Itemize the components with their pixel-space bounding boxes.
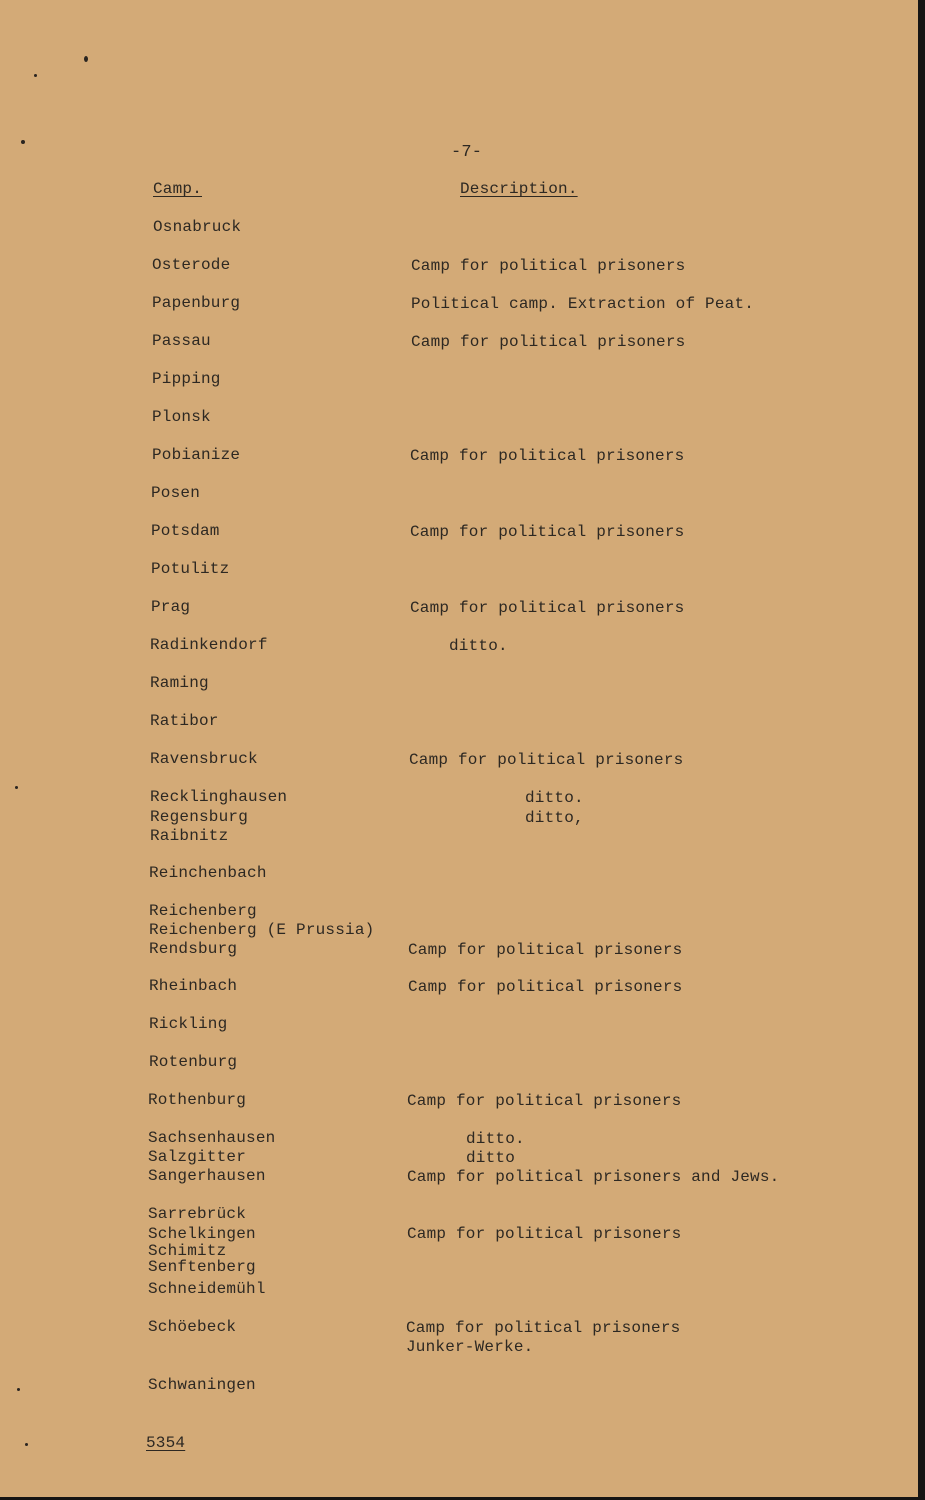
camp-description: Camp for political prisoners [410, 523, 685, 541]
camp-name: Prag [151, 598, 191, 616]
camp-description: ditto. [525, 789, 584, 807]
camp-description: ditto. [466, 1130, 525, 1148]
page-number: -7- [451, 143, 483, 162]
camp-name: Senftenberg [148, 1258, 256, 1276]
camp-name: Rotenburg [149, 1053, 238, 1071]
camp-description: Camp for political prisoners [407, 1092, 682, 1110]
camp-name: Ratibor [150, 712, 219, 730]
margin-speck [21, 140, 25, 144]
camp-description: Camp for political prisoners [411, 333, 686, 351]
margin-speck [25, 1443, 28, 1446]
camp-column-header: Camp. [153, 180, 203, 198]
camp-name: Raming [150, 674, 209, 692]
camp-name: Schimitz [148, 1242, 227, 1260]
document-code: 5354 [146, 1434, 186, 1452]
camp-description: Camp for political prisoners [409, 751, 684, 769]
margin-speck [84, 56, 88, 62]
camp-name: Schneidemühl [148, 1280, 266, 1298]
camp-name: Sachsenhausen [148, 1129, 276, 1147]
camp-name: Rothenburg [148, 1091, 247, 1109]
camp-name: Posen [151, 484, 201, 502]
scan-edge [918, 0, 925, 1500]
camp-name: Regensburg [150, 808, 249, 826]
camp-name: Sangerhausen [148, 1167, 266, 1185]
camp-description: Camp for political prisoners [408, 941, 683, 959]
camp-description: Political camp. Extraction of Peat. [411, 295, 755, 313]
camp-name: Reinchenbach [149, 864, 267, 882]
camp-description: Camp for political prisoners [411, 257, 686, 275]
camp-name: Schelkingen [148, 1225, 256, 1243]
camp-description: Camp for political prisoners [407, 1225, 682, 1243]
camp-name: Rickling [149, 1015, 228, 1033]
camp-description: Camp for political prisoners [410, 447, 685, 465]
camp-description: Camp for political prisoners [408, 978, 683, 996]
camp-name: Sarrebrück [148, 1205, 247, 1223]
camp-name: Potulitz [151, 560, 230, 578]
camp-description: Camp for political prisoners and Jews. [407, 1168, 780, 1186]
camp-name: Rendsburg [149, 940, 238, 958]
camp-name: Radinkendorf [150, 636, 268, 654]
camp-name: Papenburg [152, 294, 241, 312]
camp-name: Osterode [152, 256, 231, 274]
camp-name: Plonsk [152, 408, 211, 426]
camp-name: Reichenberg (E Prussia) [149, 921, 375, 939]
camp-name: Rheinbach [149, 977, 238, 995]
camp-name: Salzgitter [148, 1148, 247, 1166]
margin-speck [15, 786, 18, 789]
margin-speck [17, 1388, 20, 1391]
camp-name: Raibnitz [150, 827, 229, 845]
camp-name: Potsdam [151, 522, 220, 540]
camp-description: Junker-Werke. [406, 1338, 534, 1356]
camp-description: Camp for political prisoners [410, 599, 685, 617]
camp-name: Reichenberg [149, 902, 257, 920]
camp-name: Ravensbruck [150, 750, 258, 768]
camp-description: ditto, [525, 809, 584, 827]
camp-description: ditto. [449, 637, 508, 655]
camp-name: Osnabruck [153, 218, 242, 236]
camp-name: Pipping [152, 370, 221, 388]
camp-name: Pobianize [152, 446, 241, 464]
camp-name: Schöebeck [148, 1318, 237, 1336]
camp-description: ditto [466, 1149, 516, 1167]
description-column-header: Description. [460, 180, 578, 198]
margin-speck [34, 74, 37, 77]
camp-description: Camp for political prisoners [406, 1319, 681, 1337]
camp-name: Schwaningen [148, 1376, 256, 1394]
camp-name: Recklinghausen [150, 788, 288, 806]
camp-name: Passau [152, 332, 211, 350]
